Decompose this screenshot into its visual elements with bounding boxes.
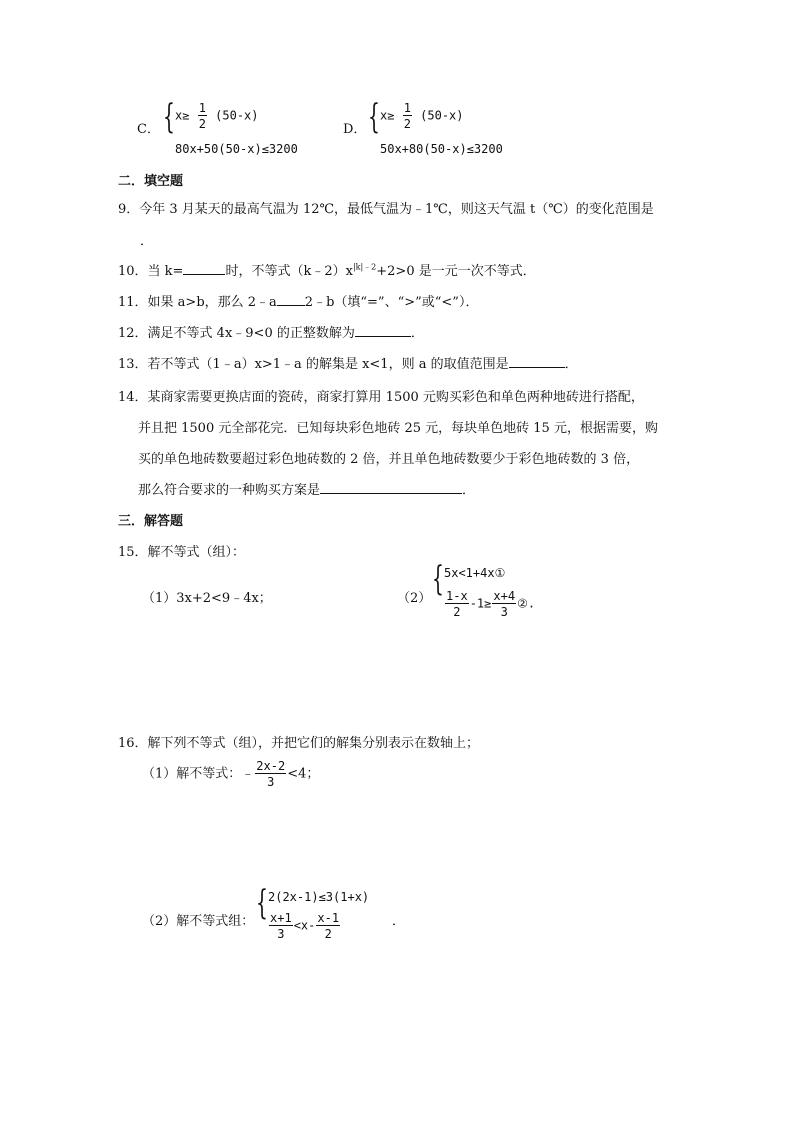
question-10 (118, 260, 536, 279)
question-15-part1: （1）3x+2<9﹣4x； (142, 591, 272, 606)
brace-icon: { (368, 97, 380, 137)
question-14-line2: 并且把 1500 元全部花完．已知每块彩色地砖 25 元，每块单色地砖 15 元，根据需要，购 (138, 421, 658, 436)
option-c-frac-num: 1 (198, 101, 206, 115)
question-12 (118, 322, 424, 341)
q15-frac2-num: x+4 (493, 589, 516, 603)
q14-blank[interactable] (320, 481, 462, 494)
question-14-line3: 买的单色地砖数要超过彩色地砖数的 2 倍，并且单色地砖数要少于彩色地砖数的 3 倍， (138, 452, 640, 467)
q12-part-a: 12．满足不等式 4x﹣9<0 的正整数解为 (118, 326, 355, 341)
q12-part-b: ． (410, 326, 424, 341)
brace-icon: { (432, 559, 444, 599)
question-16-part2-label: （2）解不等式组： (142, 914, 255, 929)
q16-part1-label: （1）解不等式：﹣ (142, 766, 255, 782)
brace-icon: { (163, 97, 175, 137)
q12-blank[interactable] (355, 324, 411, 337)
q10-blank[interactable] (183, 262, 225, 275)
question-16-title: 16．解下列不等式（组），并把它们的解集分别表示在数轴上； (118, 736, 480, 751)
q16-frac2-den: 2 (324, 927, 332, 941)
option-d-label: D． (343, 122, 367, 137)
q16-frac-den: 3 (267, 775, 275, 789)
question-15-part2-label: （2） (397, 591, 432, 606)
q15-frac2-den: 3 (500, 605, 508, 619)
q15-frac1-num: 1-x (446, 589, 468, 603)
q14-part-a: 那么符合要求的一种购买方案是 (138, 483, 321, 498)
option-d-line1-x: x≥ (380, 108, 395, 123)
q11-blank[interactable] (277, 293, 305, 306)
q15-dot: . (527, 596, 536, 611)
option-d-frac-num: 1 (403, 101, 411, 115)
question-9-end: ． (140, 234, 154, 249)
q13-part-b: ． (564, 357, 578, 372)
option-c-label: C． (137, 122, 160, 137)
option-d-line2: 50x+80(50-x)≤3200 (380, 142, 503, 156)
q16-frac1-den: 3 (277, 927, 285, 941)
q10-part-a: 10．当 k= (118, 264, 184, 279)
q10-exponent: |k|﹣2 (352, 262, 377, 272)
option-c-line1-tail: (50-x) (215, 108, 259, 123)
section-heading-solve: 三．解答题 (118, 514, 184, 529)
q14-part-b: ． (462, 483, 476, 498)
q15-circled-2: ② (517, 596, 528, 611)
q10-part-b: 时，不等式（k﹣2）x (225, 264, 353, 279)
question-11 (118, 291, 478, 310)
option-c-line2: 80x+50(50-x)≤3200 (175, 142, 298, 156)
option-c-system (163, 97, 323, 160)
q16-mid: <x- (293, 918, 316, 933)
option-d-frac-den: 2 (403, 117, 411, 131)
q16-frac-num: 2x-2 (256, 759, 286, 773)
q13-blank[interactable] (509, 355, 565, 368)
brace-icon: { (256, 883, 268, 923)
q16-frac2-num: x-1 (317, 911, 340, 925)
question-16-part1 (142, 760, 319, 788)
q11-part-b: 2﹣b（填“=”、“>”或“<”）． (304, 295, 479, 310)
option-c-line1-x: x≥ (175, 108, 190, 123)
q13-part-a: 13．若不等式（1﹣a）x>1﹣a 的解集是 x<1，则 a 的取值范围是 (118, 357, 509, 372)
q16-part1-tail: <4； (287, 766, 320, 782)
section-heading-fill-in: 二．填空题 (118, 174, 184, 189)
question-16-part2-dot: ． (392, 914, 406, 929)
q16-system-line1: 2(2x-1)≤3(1+x) (268, 890, 370, 904)
option-d-line1-tail: (50-x) (420, 108, 464, 123)
q10-part-c: +2>0 是一元一次不等式． (376, 264, 536, 279)
q15-system-line1: 5x<1+4x① (444, 566, 506, 580)
question-14-line1: 14．某商家需要更换店面的瓷砖，商家打算用 1500 元购买彩色和单色两种地砖进行搭配， (118, 390, 644, 405)
question-14-line4 (138, 479, 475, 498)
q16-frac1-num: x+1 (270, 911, 292, 925)
question-9: 9．今年 3 月某天的最高气温为 12℃，最低气温为﹣1℃，则这天气温 t（℃）的变化范围是 (118, 202, 654, 217)
q15-mid: -1≥ (469, 596, 492, 611)
question-15-title: 15．解不等式（组）： (118, 545, 246, 560)
question-16-system (256, 883, 406, 952)
option-c-frac-den: 2 (198, 117, 206, 131)
q11-part-a: 11．如果 a>b，那么 2﹣a (118, 295, 277, 310)
question-15-system (432, 559, 572, 628)
q15-frac1-den: 2 (453, 605, 461, 619)
option-d-system (368, 97, 528, 160)
question-13 (118, 353, 578, 372)
